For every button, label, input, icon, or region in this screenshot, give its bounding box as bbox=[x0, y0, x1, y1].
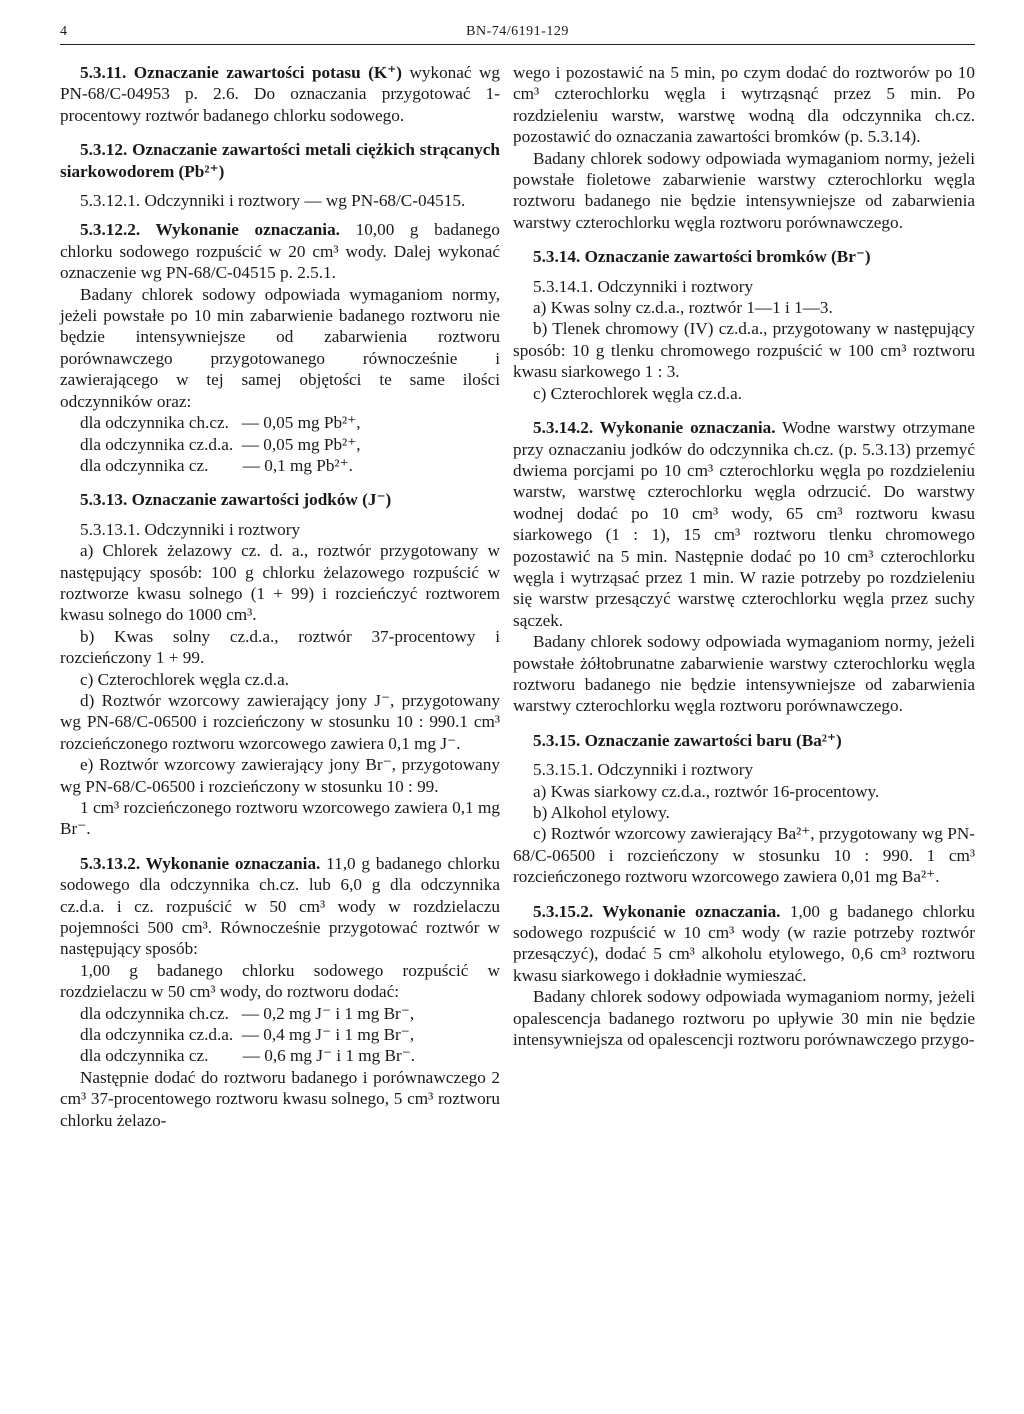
paragraph: Badany chlorek sodowy odpowiada wymaganiom normy, jeżeli opalescencja badanego roztworu po upływie 30 min nie będzie intensywniejsza od opalescencji roztworu porównawczego przygo- bbox=[513, 987, 975, 1050]
list-item: e) Roztwór wzorcowy zawierający jony Br⁻, przygotowany wg PN-68/C-06500 i rozcieńczony w stosunku 10 : 99. bbox=[60, 755, 500, 796]
reagent-line: dla odczynnika cz. — 0,6 mg J⁻ i 1 mg Br⁻. bbox=[80, 1046, 416, 1066]
page-header bbox=[60, 18, 975, 45]
reagent-line: dla odczynnika cz.d.a. — 0,05 mg Pb²⁺, bbox=[80, 434, 361, 454]
list-item: a) Chlorek żelazowy cz. d. a., roztwór przygotowany w następujący sposób: 100 g chlorku żelazowego rozpuścić w roztworze kwasu solnego (1 + 99) i rozcieńczyć roztworem kwasu solnego do 1000 cm³. bbox=[60, 541, 500, 625]
list-item: a) Kwas siarkowy cz.d.a., roztwór 16-procentowy. bbox=[533, 781, 880, 801]
list-item: c) Czterochlorek węgla cz.d.a. bbox=[80, 669, 290, 689]
section-5-3-14-2: 5.3.14.2. Wykonanie oznaczania. Wodne warstwy otrzymane przy oznaczaniu jodków do odczynnika ch.cz. (p. 5.3.13) przemyć dwiema porcjami po 10 cm³ czterochlorku węgla po rozdzieleniu warstw, warstwę czterochlorku węgla odrzucić. Do warstwy wodnej dodać po 10 cm³ wody, 65 cm³ roztworu kwasu siarkowego (1 : 1), 15 cm³ roztworu tlenku chromowego pozostawić na 5 min. Następnie dodać po 10 cm³ czterochlorku węgla i wytrząsać przez 1 min. W razie potrzeby po rozdzieleniu się warstw przesączyć warstwę czterochlorku węgla przez suchy sączek. bbox=[513, 418, 975, 630]
heading-5-3-14: 5.3.14. Oznaczanie zawartości bromków (Br⁻) bbox=[533, 247, 871, 267]
list-item: c) Roztwór wzorcowy zawierający Ba²⁺, przygotowany wg PN-68/C-06500 i rozcieńczony w stosunku 10 : 990. 1 cm³ rozcieńczonego roztworu wzorcowego zawiera 0,01 mg Ba²⁺. bbox=[513, 824, 975, 887]
reagent-line: dla odczynnika cz.d.a. — 0,4 mg J⁻ i 1 mg Br⁻, bbox=[80, 1025, 415, 1045]
left-column bbox=[60, 62, 500, 1131]
paragraph: 1 cm³ rozcieńczonego roztworu wzorcowego zawiera 0,1 mg Br⁻. bbox=[60, 798, 500, 839]
paragraph: Badany chlorek sodowy odpowiada wymaganiom normy, jeżeli powstałe po 10 min zabarwienie badanego roztworu nie będzie intensywniejsze od zabarwienia roztworu porównawczego przygotowanego równocześnie i zawierającego w tej samej objętości te same ilości odczynników oraz: bbox=[60, 284, 500, 411]
heading-5-3-14-1: 5.3.14.1. Odczynniki i roztwory bbox=[533, 276, 754, 296]
page-number: 4 bbox=[60, 24, 68, 39]
list-item: b) Alkohol etylowy. bbox=[533, 803, 670, 822]
heading-5-3-12: 5.3.12. Oznaczanie zawartości metali ciężkich strącanych siarkowodorem (Pb²⁺) bbox=[60, 140, 500, 181]
list-item: b) Kwas solny cz.d.a., roztwór 37-procentowy i rozcieńczony 1 + 99. bbox=[60, 626, 500, 668]
section-5-3-12-2: 5.3.12.2. Wykonanie oznaczania. 10,00 g badanego chlorku sodowego rozpuścić w 20 cm³ wody. Dalej wykonać oznaczenie wg PN-68/C-04515 p. 2.5.1. bbox=[60, 220, 500, 283]
paragraph-continued: wego i pozostawić na 5 min, po czym dodać do roztworów po 10 cm³ czterochlorku węgla i wytrząsnąć przez 5 min. Po rozdzieleniu warstw, warstwę wodną dla odczynnika ch.cz. pozostawić do oznaczania zawartości bromków (p. 5.3.14). bbox=[513, 63, 975, 147]
paragraph: 1,00 g badanego chlorku sodowego rozpuścić w rozdzielaczu w 50 cm³ wody, do roztworu dodać: bbox=[60, 960, 500, 1002]
reagent-line: dla odczynnika ch.cz. — 0,2 mg J⁻ i 1 mg Br⁻, bbox=[80, 1003, 415, 1023]
right-column bbox=[513, 62, 975, 1050]
paragraph: Następnie dodać do roztworu badanego i porównawczego 2 cm³ 37-procentowego roztworu kwasu solnego, 5 cm³ roztworu chlorku żelazo- bbox=[60, 1067, 500, 1130]
paragraph: Badany chlorek sodowy odpowiada wymaganiom normy, jeżeli powstałe fioletowe zabarwienie warstwy czterochlorku węgla roztworu badanego nie będzie intensywniejsze od zabarwienia warstwy czterochlorku węgla roztworu porównawczego. bbox=[513, 148, 975, 232]
heading-5-3-15: 5.3.15. Oznaczanie zawartości baru (Ba²⁺) bbox=[533, 730, 842, 750]
list-item: c) Czterochlorek węgla cz.d.a. bbox=[533, 383, 743, 403]
heading-5-3-13: 5.3.13. Oznaczanie zawartości jodków (J⁻) bbox=[80, 490, 392, 510]
reagent-line: dla odczynnika cz. — 0,1 mg Pb²⁺. bbox=[80, 455, 353, 475]
heading-5-3-13-1: 5.3.13.1. Odczynniki i roztwory bbox=[80, 519, 301, 539]
reagent-line: dla odczynnika ch.cz. — 0,05 mg Pb²⁺, bbox=[80, 413, 361, 433]
section-5-3-15-2: 5.3.15.2. Wykonanie oznaczania. 1,00 g badanego chlorku sodowego rozpuścić w 10 cm³ wody (w razie potrzeby roztwór przesączyć), dodać 5 cm³ alkoholu etylowego, 0,6 cm³ roztworu kwasu siarkowego i dokładnie wymieszać. bbox=[513, 901, 975, 985]
section-5-3-11: 5.3.11. Oznaczanie zawartości potasu (K⁺) wykonać wg PN-68/C-04953 p. 2.6. Do oznaczania przygotować 1-procentowy roztwór badanego chlorku sodowego. bbox=[60, 63, 500, 125]
list-item: a) Kwas solny cz.d.a., roztwór 1—1 i 1—3. bbox=[533, 298, 833, 318]
section-5-3-12-1: 5.3.12.1. Odczynniki i roztwory — wg PN-68/C-04515. bbox=[80, 191, 466, 211]
list-item: d) Roztwór wzorcowy zawierający jony J⁻, przygotowany wg PN-68/C-06500 i rozcieńczony w stosunku 10 : 990.1 cm³ rozcieńczonego roztworu wzorcowego zawiera 0,1 mg J⁻. bbox=[60, 690, 500, 753]
document-code: BN-74/6191-129 bbox=[466, 24, 569, 39]
heading-5-3-15-1: 5.3.15.1. Odczynniki i roztwory bbox=[533, 760, 754, 780]
paragraph: Badany chlorek sodowy odpowiada wymaganiom normy, jeżeli powstałe żółtobrunatne zabarwienie warstwy czterochlorku węgla roztworu badanego nie będzie intensywniejsze od zabarwienia warstwy czterochlorku węgla roztworu porównawczego. bbox=[513, 632, 975, 716]
list-item: b) Tlenek chromowy (IV) cz.d.a., przygotowany w następujący sposób: 10 g tlenku chromowego rozpuścić w 100 cm³ roztworu kwasu siarkowego 1 : 3. bbox=[513, 319, 975, 382]
section-5-3-13-2: 5.3.13.2. Wykonanie oznaczania. 11,0 g badanego chlorku sodowego dla odczynnika ch.cz. lub 6,0 g dla odczynnika cz.d.a. i cz. rozpuścić w 50 cm³ wody w rozdzielaczu pojemności 500 cm³. Równocześnie przygotować roztwór w następujący sposób: bbox=[60, 853, 500, 959]
